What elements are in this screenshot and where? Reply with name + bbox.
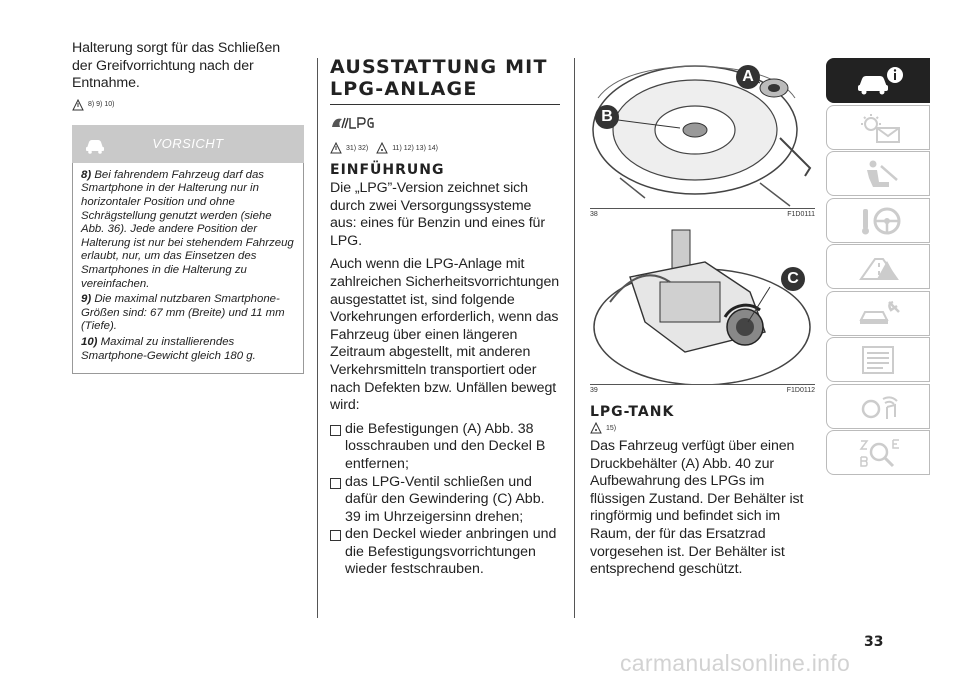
- paragraph: Die „LPG”-Version zeichnet sich durch zwei Versorgungssysteme aus: eines für Benzin und eines für LPG.: [330, 180, 545, 249]
- intro-text: Halterung sorgt für das Schließen der Greifvorrichtung nach der Entnahme.: [72, 40, 281, 92]
- car-warning-icon: [84, 133, 106, 155]
- section-title: AUSSTATTUNG MIT LPG-ANLAGE: [330, 56, 548, 100]
- road-warning-icon: [857, 251, 903, 283]
- warning-body: [72, 163, 304, 374]
- section-title: LPG-TANK: [590, 404, 675, 420]
- column-divider: [317, 58, 318, 618]
- column-right: [590, 58, 815, 585]
- checkbox-bullet-icon: [330, 530, 341, 541]
- label-a: A: [742, 68, 754, 85]
- watermark-text: carmanualsonline.info: [620, 650, 851, 676]
- tab-index[interactable]: [826, 430, 930, 475]
- list-item: das LPG-Ventil schließen und dafür den Gewindering (C) Abb. 39 im Uhrzeigersinn drehen;: [330, 474, 560, 527]
- figure-caption: [590, 211, 815, 218]
- multimedia-icon: [857, 391, 903, 423]
- tab-maintenance[interactable]: [826, 291, 930, 336]
- label-b: B: [601, 108, 613, 125]
- subsection-title: EINFÜHRUNG: [330, 162, 445, 178]
- list-item: die Befestigungen (A) Abb. 38 losschrauben und den Deckel B entfernen;: [330, 421, 560, 474]
- tab-warning-lights[interactable]: [826, 105, 930, 150]
- warning-triangle-icon: [330, 142, 342, 154]
- warning-box: [72, 125, 304, 374]
- warning-lights-icon: [857, 112, 903, 144]
- warning-item: 10) Maximal zu installierendes Smartphone-Gewicht gleich 180 g.: [81, 335, 256, 362]
- list-item: den Deckel wieder anbringen und die Befestigungsvorrichtungen wieder festschrauben.: [330, 526, 560, 579]
- paragraph: Das Fahrzeug verfügt über einen Druckbehälter (A) Abb. 40 zur Aufbewahrung des LPGs im flüssigen Zustand. Der Behälter ist ringförmig und befindet sich im Raum, der für das Ersatzrad vorgesehen ist. Der Behälter ist entsprechend geschützt.: [590, 438, 804, 578]
- caution-triangle-icon: [376, 142, 388, 154]
- checkbox-bullet-icon: [330, 478, 341, 489]
- figure-number: 38: [590, 211, 598, 218]
- figure-caption: [590, 387, 815, 394]
- section-refs: 15): [590, 422, 815, 434]
- figure-38: [590, 58, 815, 209]
- chapter-sidebar: [826, 58, 930, 477]
- tab-starting-driving[interactable]: [826, 198, 930, 243]
- label-c: C: [787, 270, 799, 287]
- lpg-logo-icon: [330, 113, 376, 133]
- column-left: [72, 40, 304, 374]
- warning-item: 8) Bei fahrendem Fahrzeug darf das Smartphone in der Halterung nur in horizontaler Position und ohne Schrägstellung genutzt werden (siehe Abb. 36). Jede andere Position der Halterung ist nur bei stehendem Fahrzeug erlaubt, nur, um das Einsetzen des Smartphones in die Halterung zu vereinfachen.: [81, 168, 294, 290]
- checkbox-bullet-icon: [330, 425, 341, 436]
- tab-emergency[interactable]: [826, 244, 930, 289]
- column-divider: [574, 58, 575, 618]
- paragraph: Auch wenn die LPG-Anlage mit zahlreichen Sicherheitsvorrichtungen ausgestattet ist, sind folgende Vorkehrungen erforderlich, wenn das Fahrzeug über einen längeren Zeitraum abgestellt, mit anderen Verkehrsmitteln transportiert oder nach Defekten bzw. Unfällen bewegt wird:: [330, 256, 560, 414]
- page-number: 33: [864, 634, 884, 650]
- figure-code: F1D0111: [787, 211, 815, 218]
- tab-multimedia[interactable]: [826, 384, 930, 429]
- steering-key-icon: [857, 205, 903, 237]
- tech-specs-icon: [857, 344, 903, 376]
- intro-refs: 8) 9) 10): [72, 99, 304, 111]
- maintenance-icon: [857, 298, 903, 330]
- lpg-tank-illustration: [590, 58, 815, 208]
- warning-item: 9) Die maximal nutzbaren Smartphone-Größen sind: 67 mm (Breite) und 11 mm (Tiefe).: [81, 293, 285, 333]
- title-underline: [330, 104, 560, 105]
- tab-safety[interactable]: [826, 151, 930, 196]
- figure-code: F1D0112: [786, 387, 815, 394]
- warning-triangle-icon: [72, 99, 84, 111]
- index-icon: [857, 437, 903, 469]
- figure-number: 39: [590, 387, 598, 394]
- warning-header: [72, 125, 304, 163]
- warning-title: VORSICHT: [152, 136, 224, 152]
- lpg-valve-illustration: [590, 222, 815, 384]
- column-middle: [330, 56, 560, 579]
- section-refs: 31) 32) 11) 12) 13) 14): [330, 142, 560, 154]
- tab-car-info[interactable]: [826, 58, 930, 103]
- car-info-icon: [857, 65, 903, 97]
- figure-39: [590, 222, 815, 385]
- seat-airbag-icon: [857, 158, 903, 190]
- tab-technical-data[interactable]: [826, 337, 930, 382]
- caution-triangle-icon: [590, 422, 602, 434]
